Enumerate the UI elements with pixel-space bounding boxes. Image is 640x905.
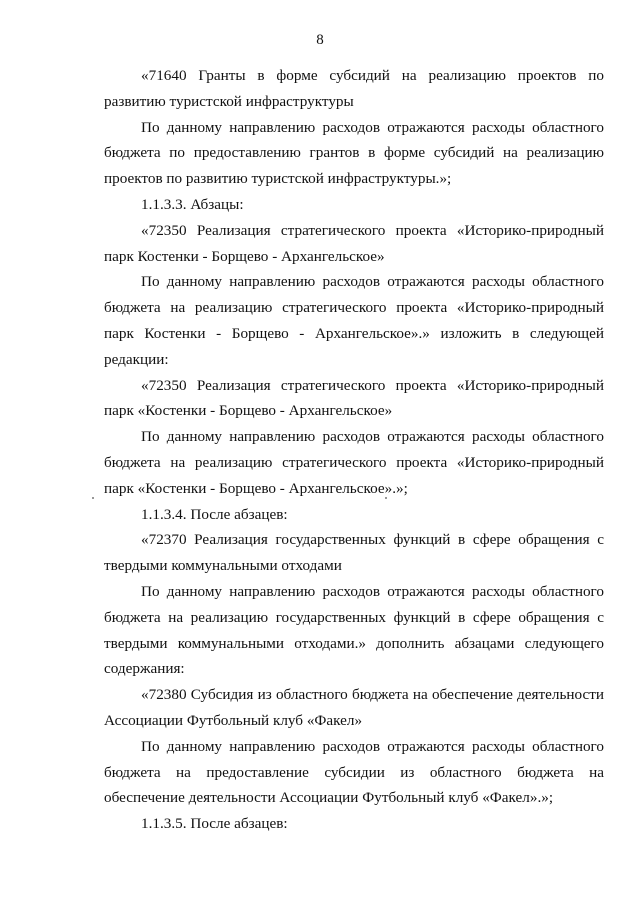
clause-1-1-3-5: 1.1.3.5. После абзацев: <box>141 815 288 833</box>
scan-speck <box>385 497 387 499</box>
paragraph-72350-heading-old: «72350 Реализация стратегического проекта «Историко-природный парк Костенки - Борщево - Архангельское» <box>104 221 604 265</box>
paragraph-72380-description: По данному направлению расходов отражаются расходы областного бюджета на предоставление субсидии из областного бюджета на обеспечение деятельности Ассоциации Футбольный клуб «Факел».»; <box>104 737 604 807</box>
paragraph-72350-description-old: По данному направлению расходов отражаются расходы областного бюджета на реализацию стратегического проекта «Историко-природный парк Костенки - Борщево - Архангельское».» изложить в следующей редакции: <box>104 273 604 368</box>
scan-speck <box>92 497 94 499</box>
paragraph-72350-description-new: По данному направлению расходов отражаются расходы областного бюджета на реализацию стратегического проекта «Историко-природный парк «Костенки - Борщево - Архангельское».»; <box>104 428 604 497</box>
paragraph-72380-heading: «72380 Субсидия из областного бюджета на обеспечение деятельности Ассоциации Футбольный клуб «Факел» <box>104 686 604 729</box>
page-number: 8 <box>316 32 324 48</box>
document-body <box>104 63 604 837</box>
paragraph-71640-heading: «71640 Гранты в форме субсидий на реализацию проектов по развитию туристской инфраструктуры <box>104 67 604 110</box>
clause-1-1-3-4: 1.1.3.4. После абзацев: <box>141 505 288 523</box>
paragraph-72370-description: По данному направлению расходов отражаются расходы областного бюджета на реализацию государственных функций в сфере обращения с твердыми коммунальными отходами.» дополнить абзацами следующего содержания: <box>104 582 604 678</box>
paragraph-71640-description: По данному направлению расходов отражаются расходы областного бюджета по предоставлению грантов в форме субсидий на реализацию проектов по развитию туристской инфраструктуры.»; <box>104 118 604 188</box>
clause-1-1-3-3: 1.1.3.3. Абзацы: <box>141 195 244 213</box>
paragraph-72370-heading: «72370 Реализация государственных функций в сфере обращения с твердыми коммунальными отходами <box>104 531 604 575</box>
paragraph-72350-heading-new: «72350 Реализация стратегического проекта «Историко-природный парк «Костенки - Борщево - Архангельское» <box>104 376 604 420</box>
